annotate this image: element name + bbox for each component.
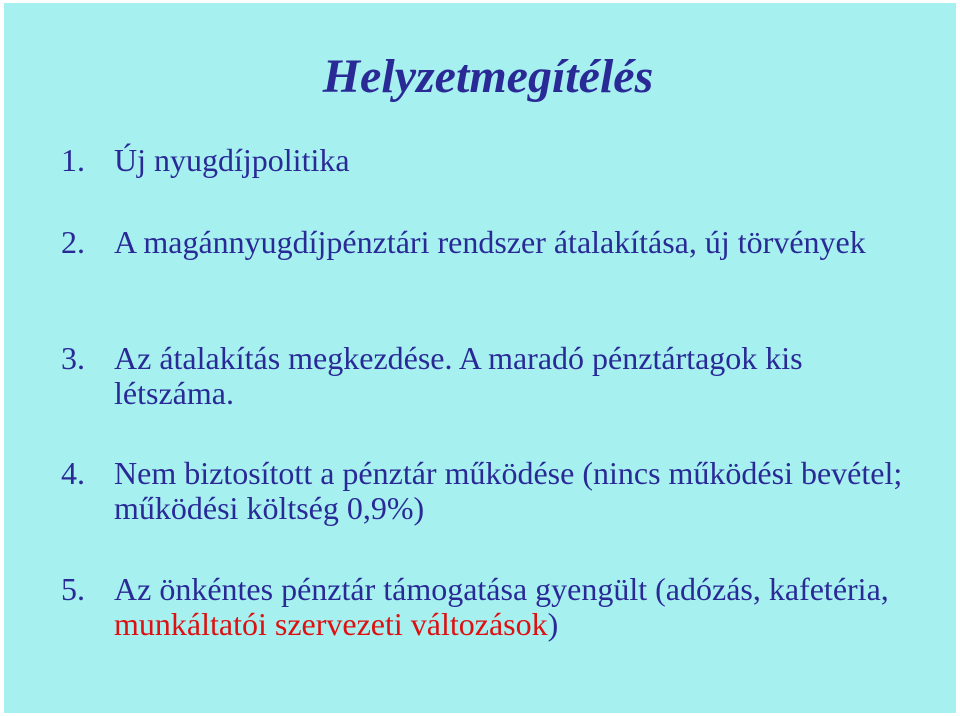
- list-item-text-part: Az önkéntes pénztár támogatása gyengült (adózás, kafetéria,: [114, 571, 889, 607]
- list-item-4: [61, 456, 911, 526]
- list-item-text: Az átalakítás megkezdése. A maradó pénztártagok kis létszáma.: [114, 340, 803, 411]
- slide-title: [4, 49, 956, 105]
- list-item-number: 4.: [61, 455, 85, 491]
- list-item-2: [61, 225, 911, 260]
- list-item-number: 5.: [61, 571, 85, 607]
- list-item-text: [114, 572, 911, 642]
- list-item-number: 2.: [61, 224, 85, 260]
- list-item-text-part: ): [547, 606, 559, 642]
- list-item-1: [61, 143, 911, 178]
- slide: [4, 3, 956, 713]
- list-item-text: A magánnyugdíjpénztári rendszer átalakítása, új törvények: [114, 224, 866, 260]
- list-item-5: [61, 572, 911, 642]
- list-item-text: Új nyugdíjpolitika: [114, 142, 350, 178]
- list-item-3: [61, 341, 911, 411]
- highlighted-text: munkáltatói szervezeti változások: [114, 606, 548, 642]
- list-item-number: 1.: [61, 142, 85, 178]
- list-item-number: 3.: [61, 340, 85, 376]
- list-item-text: Nem biztosított a pénztár működése (nincs működési bevétel; működési költség 0,9%): [114, 455, 903, 526]
- slide-title-text: Helyzetmegítélés: [322, 50, 654, 103]
